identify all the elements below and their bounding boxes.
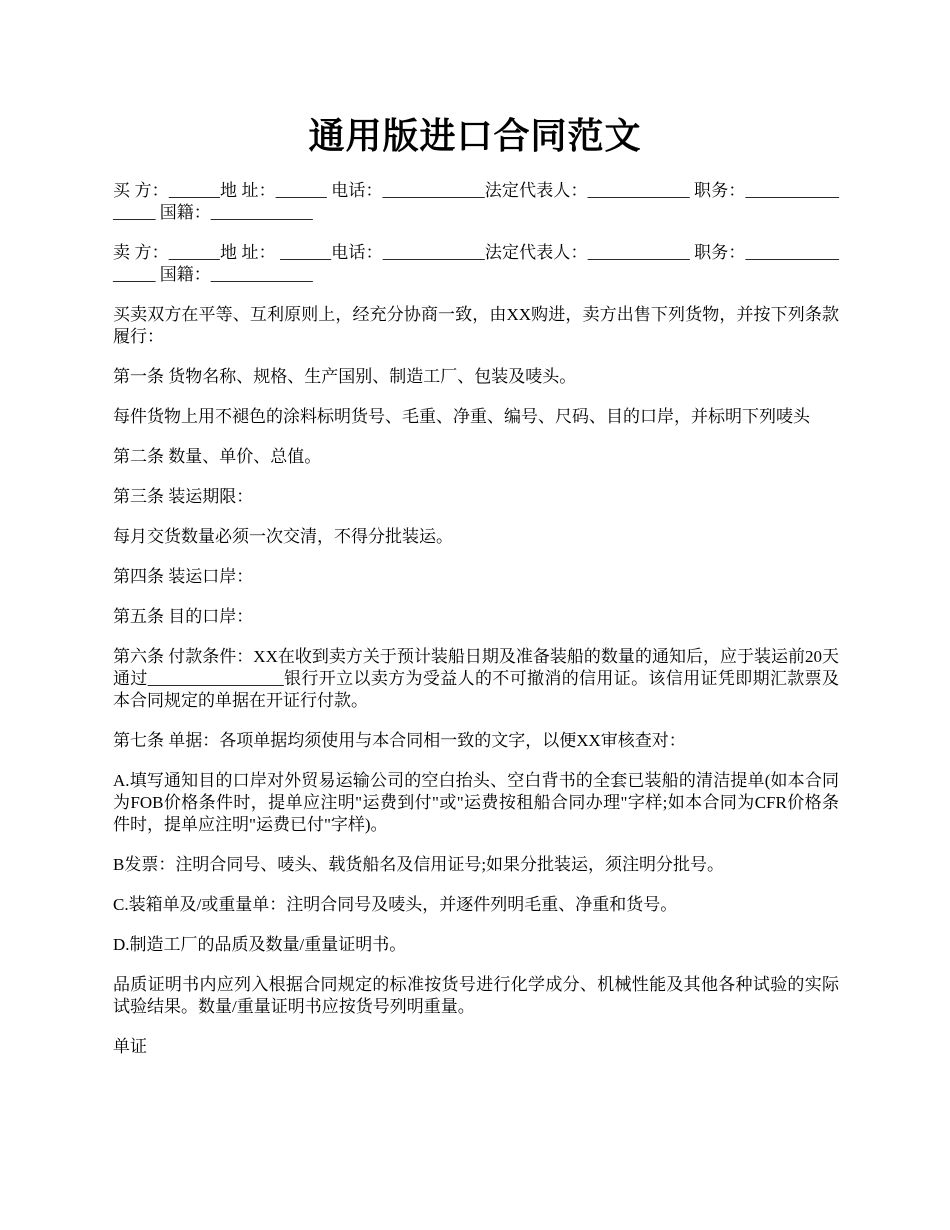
document-item-c: C.装箱单及/或重量单：注明合同号及唛头，并逐件列明毛重、净重和货号。 xyxy=(113,895,678,914)
article-1-heading: 第一条 货物名称、规格、生产国别、制造工厂、包装及唛头。 xyxy=(113,367,577,386)
quality-certificate-paragraph: 品质证明书内应列入根据合同规定的标准按货号进行化学成分、机械性能及其他各种试验的实际试验结果。数量/重量证明书应按货号列明重量。 xyxy=(113,975,839,1016)
article-2-heading: 第二条 数量、单价、总值。 xyxy=(113,447,322,466)
vouchers-heading: 单证 xyxy=(113,1037,147,1056)
article-5-heading: 第五条 目的口岸： xyxy=(113,607,254,626)
document-body xyxy=(113,180,839,1076)
article-6-text: 第六条 付款条件：XX在收到卖方关于预计装船日期及准备装船的数量的通知后，应于装运前20天通过________________银行开立以卖方为受益人的不可撤消的信用证。该信用证凭即期汇款票及本合同规定的单据在开证行付款。 xyxy=(113,647,839,710)
article-3-text: 每月交货数量必须一次交清，不得分批装运。 xyxy=(113,527,453,546)
preamble-paragraph: 买卖双方在平等、互利原则上，经充分协商一致，由XX购进，卖方出售下列货物，并按下列条款履行： xyxy=(113,305,839,346)
seller-info-line: 卖 方：______地 址： ______电话：____________法定代表人：____________ 职务：________________ 国籍：____________ xyxy=(113,243,839,284)
article-3-heading: 第三条 装运期限： xyxy=(113,487,254,506)
article-1-text: 每件货物上用不褪色的涂料标明货号、毛重、净重、编号、尺码、目的口岸，并标明下列唛头 xyxy=(113,407,810,426)
document-title: 通用版进口合同范文 xyxy=(308,116,642,156)
document-item-b: B发票：注明合同号、唛头、载货船名及信用证号;如果分批装运，须注明分批号。 xyxy=(113,855,725,874)
article-4-heading: 第四条 装运口岸： xyxy=(113,567,254,586)
document-item-a: A.填写通知目的口岸对外贸易运输公司的空白抬头、空白背书的全套已装船的清洁提单(如本合同为FOB价格条件时，提单应注明"运费到付"或"运费按租船合同办理"字样;如本合同为CFR价格条件时，提单应注明"运费已付"字样)。 xyxy=(113,771,839,834)
buyer-info-line: 买 方：______地 址：______ 电话：____________法定代表人：____________ 职务：________________ 国籍：____________ xyxy=(113,181,839,222)
document-item-d: D.制造工厂的品质及数量/重量证明书。 xyxy=(113,935,407,954)
article-7-heading: 第七条 单据：各项单据均须使用与本合同相一致的文字，以便XX审核查对： xyxy=(113,731,686,750)
